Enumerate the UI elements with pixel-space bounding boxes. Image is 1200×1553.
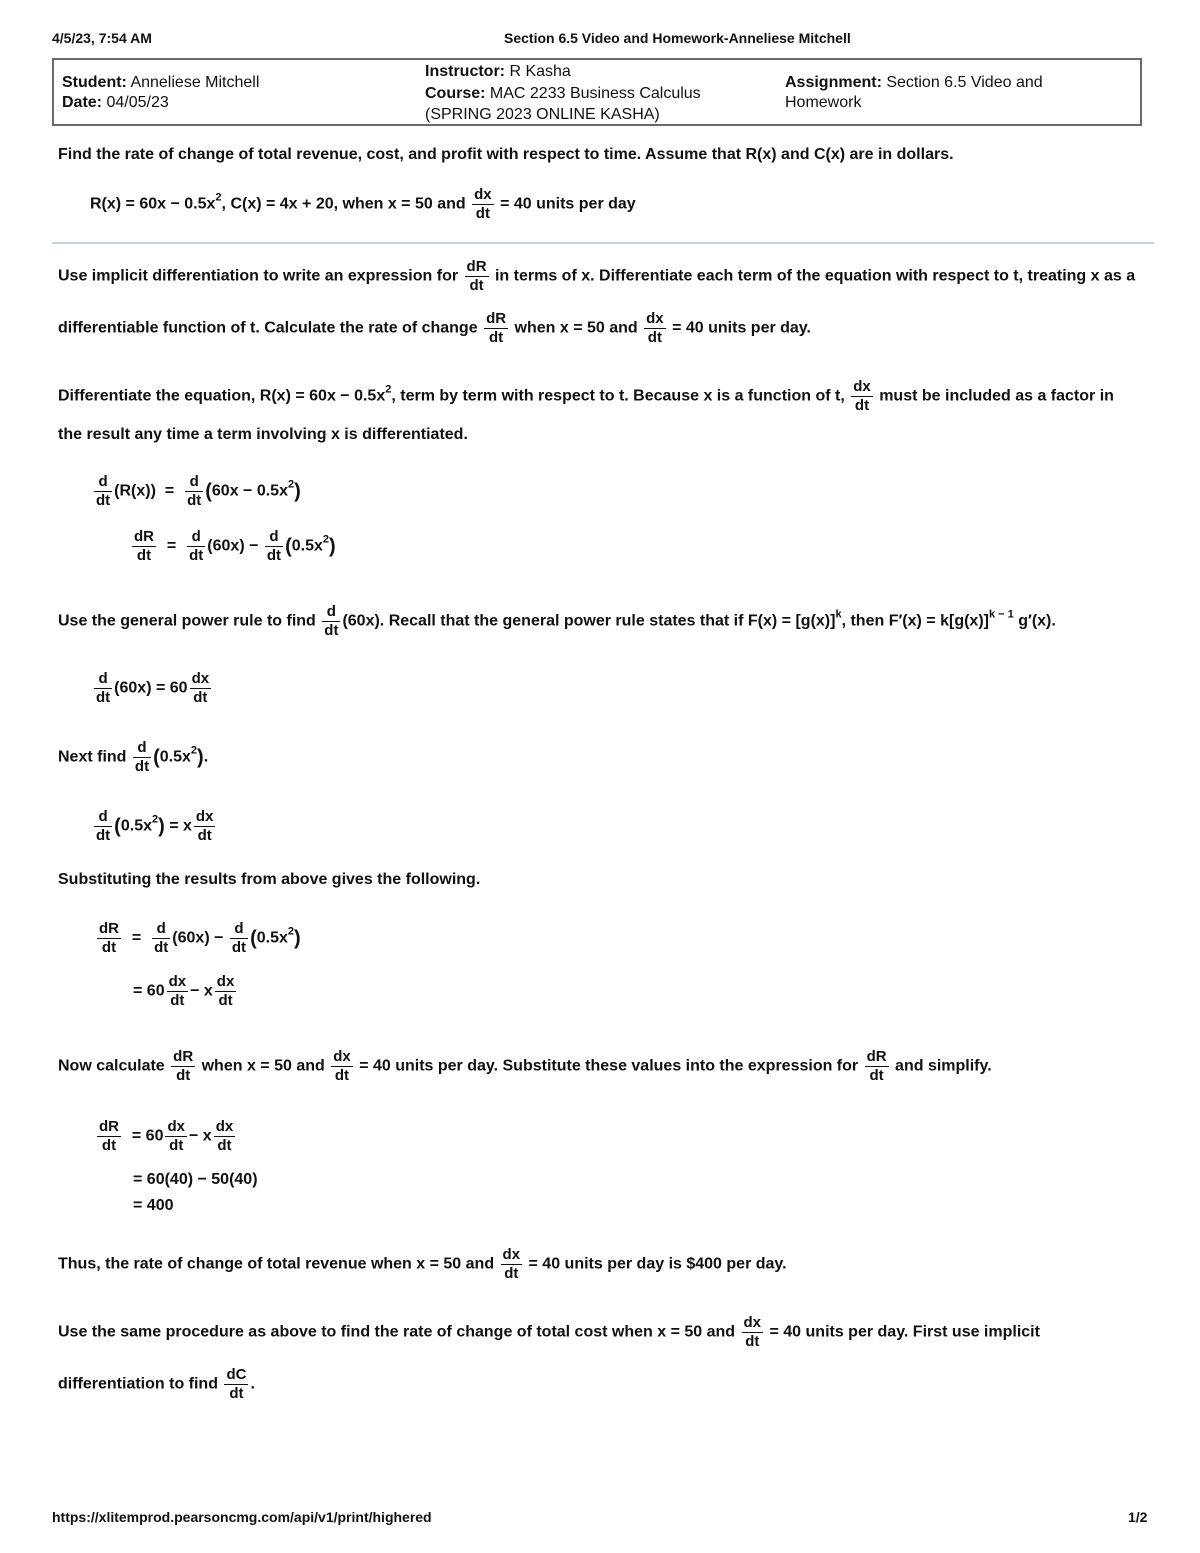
- course-name: MAC 2233 Business Calculus: [489, 85, 701, 102]
- page-number: 1/2: [1128, 1509, 1148, 1525]
- step-general-power-rule: Use the general power rule to find $\frac{d}{dt}$ (60x). Recall that the general power rule states that if $F(x) = [g(x)]^k$, then $F'(x) = k[g(x)]^{k - 1}$ g′(x).: [58, 603, 1056, 639]
- assignment-label: Assignment:: [785, 74, 882, 91]
- instructor-label: Instructor:: [425, 63, 505, 80]
- print-title: Section 6.5 Video and Homework-Anneliese Mitchell: [504, 30, 851, 46]
- instructor-name: R Kasha: [509, 63, 571, 80]
- assignment-line: [785, 73, 1043, 93]
- step-substituting: Substituting the results from above gives the following.: [58, 871, 481, 888]
- step-differentiate-note: the result any time a term involving x is differentiated.: [58, 426, 468, 443]
- derivation-1-line2: $\frac{dR}{dt}$ = $\frac{d}{dt}$ (60x) − $\frac{d}{dt}$ $(0.5x^2)$: [134, 528, 336, 564]
- instructor-line: [425, 62, 571, 82]
- derivation-3-line1: $\frac{dR}{dt}$ = 60 $\frac{dx}{dt}$ − x $\frac{dx}{dt}$: [99, 1118, 234, 1154]
- course-line-2: (SPRING 2023 ONLINE KASHA): [425, 106, 660, 123]
- derivation-2-line2: = 60 $\frac{dx}{dt}$ − x $\frac{dx}{dt}$: [133, 973, 235, 1009]
- dR-dt-fraction: $\frac{dR}{dt}$: [466, 258, 487, 294]
- step-cost-procedure-line2: differentiation to find $\frac{dC}{dt}$ .: [58, 1366, 255, 1402]
- derivation-3-line2: = 60(40) − 50(40): [133, 1171, 258, 1188]
- step-cost-procedure-line1: Use the same procedure as above to find the rate of change of total cost when x = 50 and $\frac{dx}{dt}$ = 40 units per day. First use implicit: [58, 1314, 1040, 1350]
- assignment-name: Section 6.5 Video and: [886, 74, 1043, 91]
- derivation-2-line1: $\frac{dR}{dt}$ = $\frac{d}{dt}$ (60x) − $\frac{d}{dt}$ $(0.5x^2)$: [99, 920, 301, 956]
- step-next-find: Next find $\frac{d}{dt}$ $(0.5x^2)$.: [58, 739, 209, 775]
- section-divider: [52, 242, 1154, 244]
- given-equation: $R(x) = 60x - 0.5x^2$, C(x) = 4x + 20, when x = 50 and $\frac{dx}{dt}$ = 40 units per day: [90, 186, 636, 222]
- step-now-calculate: Now calculate $\frac{dR}{dt}$ when x = 50 and $\frac{dx}{dt}$ = 40 units per day. Substitute these values into the expression for $\frac{dR}{dt}$ and simplify.: [58, 1048, 992, 1084]
- assignment-line-2: Homework: [785, 94, 862, 111]
- derivation-1-line1: $\frac{d}{dt}$ (R(x)) = $\frac{d}{dt}$ $(60x - 0.5x^2)$: [96, 473, 301, 509]
- date-label: Date:: [62, 94, 103, 111]
- dx-dt-fraction: $\frac{dx}{dt}$: [474, 186, 492, 222]
- problem-prompt: Find the rate of change of total revenue, cost, and profit with respect to time. Assume that R(x) and C(x) are in dollars.: [58, 146, 954, 163]
- student-name: Anneliese Mitchell: [130, 74, 260, 91]
- step-differentiate-term-by-term: Differentiate the equation, $R(x) = 60x - 0.5x^2$, term by term with respect to t. Because x is a function of t, $\frac{dx}{dt}$ must be included as a factor in: [58, 378, 1114, 414]
- step-implicit-differentiation-line1: Use implicit differentiation to write an expression for $\frac{dR}{dt}$ in terms of x. Differentiate each term of the equation with respect to t, treating x as a: [58, 258, 1136, 294]
- print-timestamp: 4/5/23, 7:54 AM: [52, 30, 152, 46]
- date-line: [62, 93, 169, 113]
- derivation-3-line3: = 400: [133, 1197, 174, 1214]
- step-revenue-conclusion: Thus, the rate of change of total revenue when x = 50 and $\frac{dx}{dt}$ = 40 units per day is $400 per day.: [58, 1246, 787, 1282]
- step-implicit-differentiation-line2: differentiable function of t. Calculate the rate of change $\frac{dR}{dt}$ when x = 50 and $\frac{dx}{dt}$ = 40 units per day.: [58, 310, 811, 346]
- footer-url: https://xlitemprod.pearsoncmg.com/api/v1/print/highered: [52, 1509, 432, 1525]
- assignment-info-box: [52, 58, 1142, 126]
- date-value: 04/05/23: [106, 94, 169, 111]
- course-line: [425, 84, 701, 104]
- student-line: [62, 73, 259, 93]
- student-label: Student:: [62, 74, 127, 91]
- course-label: Course:: [425, 85, 486, 102]
- derivative-0-5x2: $\frac{d}{dt}$ $(0.5x^2) = x$ $\frac{dx}{dt}$: [96, 808, 214, 844]
- derivative-60x: $\frac{d}{dt}$ (60x) = 60 $\frac{dx}{dt}$: [96, 670, 210, 706]
